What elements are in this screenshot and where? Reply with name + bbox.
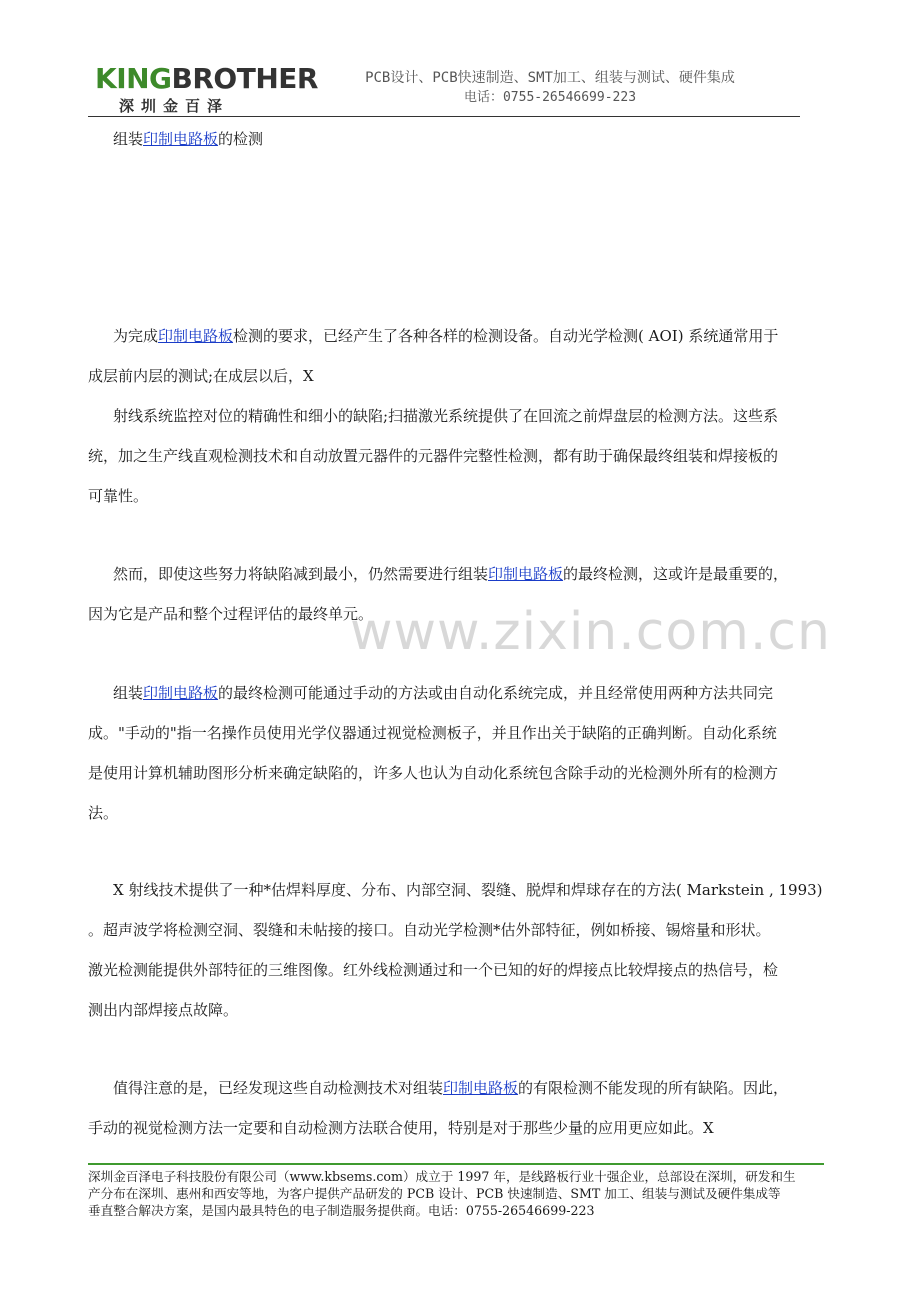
document-title	[88, 126, 848, 152]
text-span: 然而，即使这些努力将缺陷减到最小，仍然需要进行组装	[113, 565, 489, 583]
title-suffix: 的检测	[218, 130, 264, 148]
header-info	[340, 68, 760, 108]
text-span: 值得注意的是，已经发现这些自动检测技术对组装	[113, 1079, 444, 1097]
page-footer	[88, 1168, 840, 1219]
paragraph-line: 测出内部焊接点故障。	[88, 1001, 239, 1019]
header-phone: 电话：0755-26546699-223	[463, 90, 637, 105]
text-span: 为完成	[113, 327, 159, 345]
footer-line: 产分布在深圳、惠州和西安等地，为客户提供产品研发的 PCB 设计、PCB 快速制造、SMT 加工、组装与测试及硬件集成等	[88, 1186, 781, 1201]
paragraph-line: X 射线技术提供了一种*估焊料厚度、分布、内部空洞、裂缝、脱焊和焊球存在的方法( Markstein , 1993)	[113, 881, 823, 899]
paragraph-5	[88, 870, 850, 1030]
paragraph-line: 激光检测能提供外部特征的三维图像。红外线检测通过和一个已知的好的焊接点比较焊接点的热信号，检	[88, 961, 779, 979]
paragraph-1	[88, 316, 850, 396]
logo-brother: BROTHER	[171, 62, 318, 95]
footer-line: 深圳金百泽电子科技股份有限公司（www.kbsems.com）成立于 1997 年，是线路板行业十强企业，总部设在深圳，研发和生	[88, 1169, 796, 1184]
text-span: 的最终检测，这或许是最重要的，	[563, 565, 789, 583]
paragraph-line: 可靠性。	[88, 487, 149, 505]
header-divider	[88, 116, 800, 117]
link-pcb[interactable]: 印制电路板	[158, 327, 234, 345]
paragraph-line: 因为它是产品和整个过程评估的最终单元。	[88, 605, 374, 623]
link-pcb[interactable]: 印制电路板	[143, 684, 219, 702]
footer-line: 垂直整合解决方案，是国内最具特色的电子制造服务提供商。电话：0755-26546699-223	[88, 1203, 595, 1218]
document-title-area	[88, 126, 848, 152]
paragraph-line: 是使用计算机辅助图形分析来确定缺陷的，许多人也认为自动化系统包含除手动的光检测外所有的检测方	[88, 764, 779, 782]
paragraph-4	[88, 673, 850, 833]
text-span: 的最终检测可能通过手动的方法或由自动化系统完成，并且经常使用两种方法共同完	[218, 684, 774, 702]
paragraph-line	[88, 554, 850, 594]
paragraph-line: 法。	[88, 804, 119, 822]
logo-subtitle: 深圳金百泽	[119, 97, 230, 115]
text-span: 检测的要求，已经产生了各种各样的检测设备。自动光学检测( AOI) 系统通常用于	[233, 327, 779, 345]
paragraph-line: 成层前内层的测试;在成层以后，X	[88, 367, 314, 385]
paragraph-line: 统，加之生产线直观检测技术和自动放置元器件的元器件完整性检测，都有助于确保最终组装和焊接板的	[88, 447, 779, 465]
paragraph-line: 。超声波学将检测空洞、裂缝和未帖接的接口。自动光学检测*估外部特征，例如桥接、锡熔量和形状。	[88, 921, 771, 939]
paragraph-line: 手动的视觉检测方法一定要和自动检测方法联合使用，特别是对于那些少量的应用更应如此。X	[88, 1119, 714, 1137]
paragraph-6	[88, 1068, 850, 1148]
header-tagline: PCB设计、PCB快速制造、SMT加工、组装与测试、硬件集成	[365, 70, 735, 86]
paragraph-line: 射线系统监控对位的精确性和细小的缺陷;扫描激光系统提供了在回流之前焊盘层的检测方法。这些系	[113, 407, 779, 425]
paragraph-line	[88, 673, 850, 713]
page-header	[0, 0, 920, 120]
company-logo	[95, 64, 318, 116]
paragraph-line	[88, 1068, 850, 1108]
footer-divider	[88, 1163, 824, 1165]
paragraph-2	[88, 396, 850, 516]
title-prefix: 组装	[113, 130, 144, 148]
watermark-text: www.zixin.com.cn	[350, 602, 831, 662]
link-pcb[interactable]: 印制电路板	[443, 1079, 519, 1097]
logo-wordmark	[95, 64, 318, 94]
title-link-pcb[interactable]: 印制电路板	[143, 130, 219, 148]
link-pcb[interactable]: 印制电路板	[488, 565, 564, 583]
logo-king: KING	[95, 62, 172, 95]
paragraph-line: 成。"手动的"指一名操作员使用光学仪器通过视觉检测板子，并且作出关于缺陷的正确判断。自动化系统	[88, 724, 777, 742]
text-span: 组装	[113, 684, 144, 702]
paragraph-line	[88, 316, 850, 356]
text-span: 的有限检测不能发现的所有缺陷。因此，	[518, 1079, 789, 1097]
